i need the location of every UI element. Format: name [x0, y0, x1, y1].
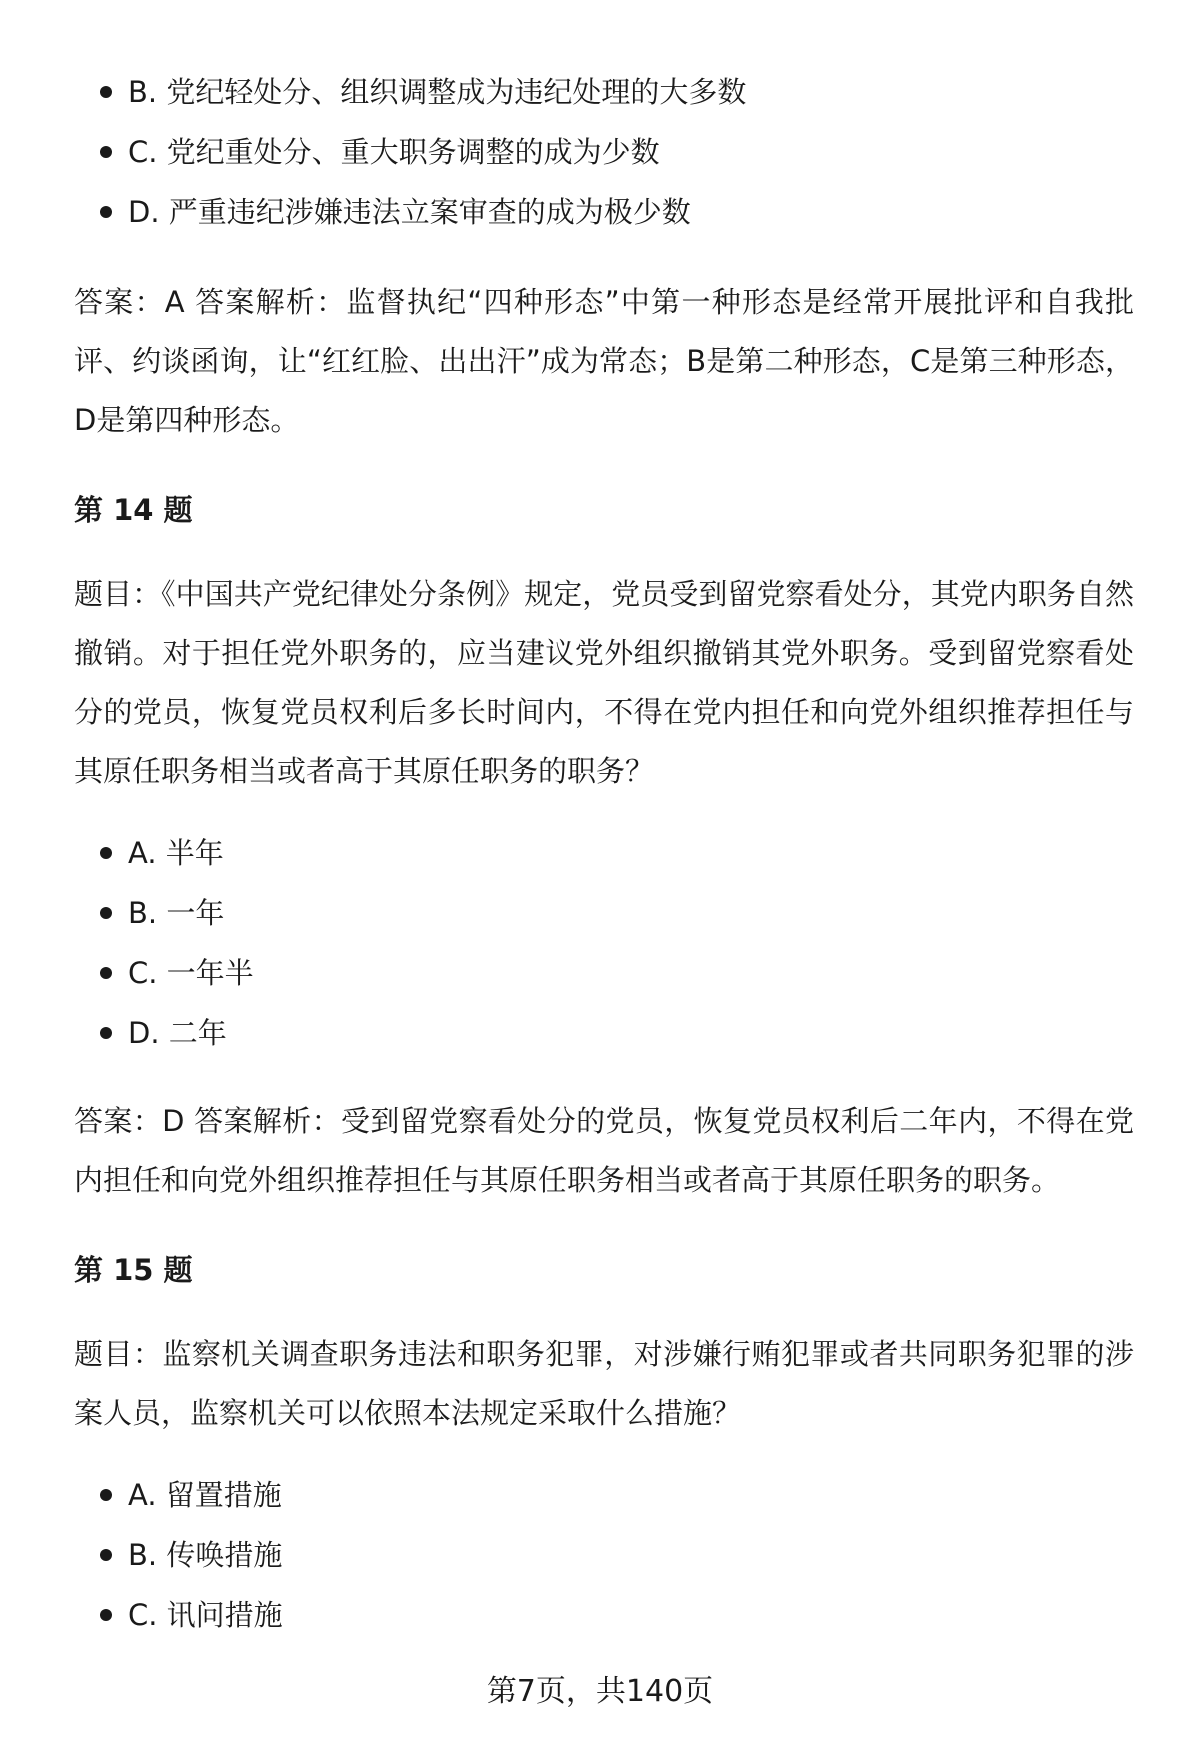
option-text: B. 一年: [128, 896, 225, 930]
option-text: D. 二年: [128, 1016, 227, 1050]
option-text: D. 严重违纪涉嫌违法立案审查的成为极少数: [128, 195, 691, 229]
q14-options: [74, 823, 1134, 1063]
option-text: C. 讯问措施: [128, 1598, 283, 1632]
option-item: [74, 1465, 1134, 1525]
q15-options: [74, 1465, 1134, 1645]
option-text: C. 一年半: [128, 956, 254, 990]
q13-options: [74, 62, 1134, 242]
bullet-icon: [100, 1489, 112, 1501]
option-text: B. 党纪轻处分、组织调整成为违纪处理的大多数: [128, 75, 747, 109]
q14-question: 题目：《中国共产党纪律处分条例》规定，党员受到留党察看处分，其党内职务自然撤销。对于担任党外职务的，应当建议党外组织撤销其党外职务。受到留党察看处分的党员，恢复党员权利后多长时间内，不得在党内担任和向党外组织推荐担任与其原任职务相当或者高于其原任职务的职务？: [74, 577, 1134, 788]
bullet-icon: [100, 967, 112, 979]
bullet-icon: [100, 206, 112, 218]
bullet-icon: [100, 1609, 112, 1621]
q14-heading: 第 14 题: [74, 493, 193, 527]
bullet-icon: [100, 907, 112, 919]
option-item: [74, 943, 1134, 1003]
option-item: [74, 1585, 1134, 1645]
q13-answer: 答案：A 答案解析：监督执纪“四种形态”中第一种形态是经常开展批评和自我批评、约谈函询，让“红红脸、出出汗”成为常态；B是第二种形态，C是第三种形态，D是第四种形态。: [74, 285, 1134, 437]
option-item: [74, 182, 1134, 242]
page-footer: 第7页，共140页: [486, 1674, 714, 1709]
bullet-icon: [100, 1027, 112, 1039]
option-text: B. 传唤措施: [128, 1538, 283, 1572]
bullet-icon: [100, 86, 112, 98]
option-text: A. 半年: [128, 836, 224, 870]
q14-answer: 答案：D 答案解析：受到留党察看处分的党员，恢复党员权利后二年内，不得在党内担任和向党外组织推荐担任与其原任职务相当或者高于其原任职务的职务。: [74, 1104, 1134, 1197]
bullet-icon: [100, 847, 112, 859]
option-text: A. 留置措施: [128, 1478, 282, 1512]
option-item: [74, 883, 1134, 943]
option-item: [74, 1003, 1134, 1063]
option-item: [74, 62, 1134, 122]
option-text: C. 党纪重处分、重大职务调整的成为少数: [128, 135, 660, 169]
option-item: [74, 1525, 1134, 1585]
page-content: [74, 62, 1134, 1645]
bullet-icon: [100, 146, 112, 158]
q15-heading: 第 15 题: [74, 1253, 193, 1287]
bullet-icon: [100, 1549, 112, 1561]
option-item: [74, 122, 1134, 182]
q15-question: 题目：监察机关调查职务违法和职务犯罪，对涉嫌行贿犯罪或者共同职务犯罪的涉案人员，监察机关可以依照本法规定采取什么措施？: [74, 1337, 1134, 1430]
option-item: [74, 823, 1134, 883]
